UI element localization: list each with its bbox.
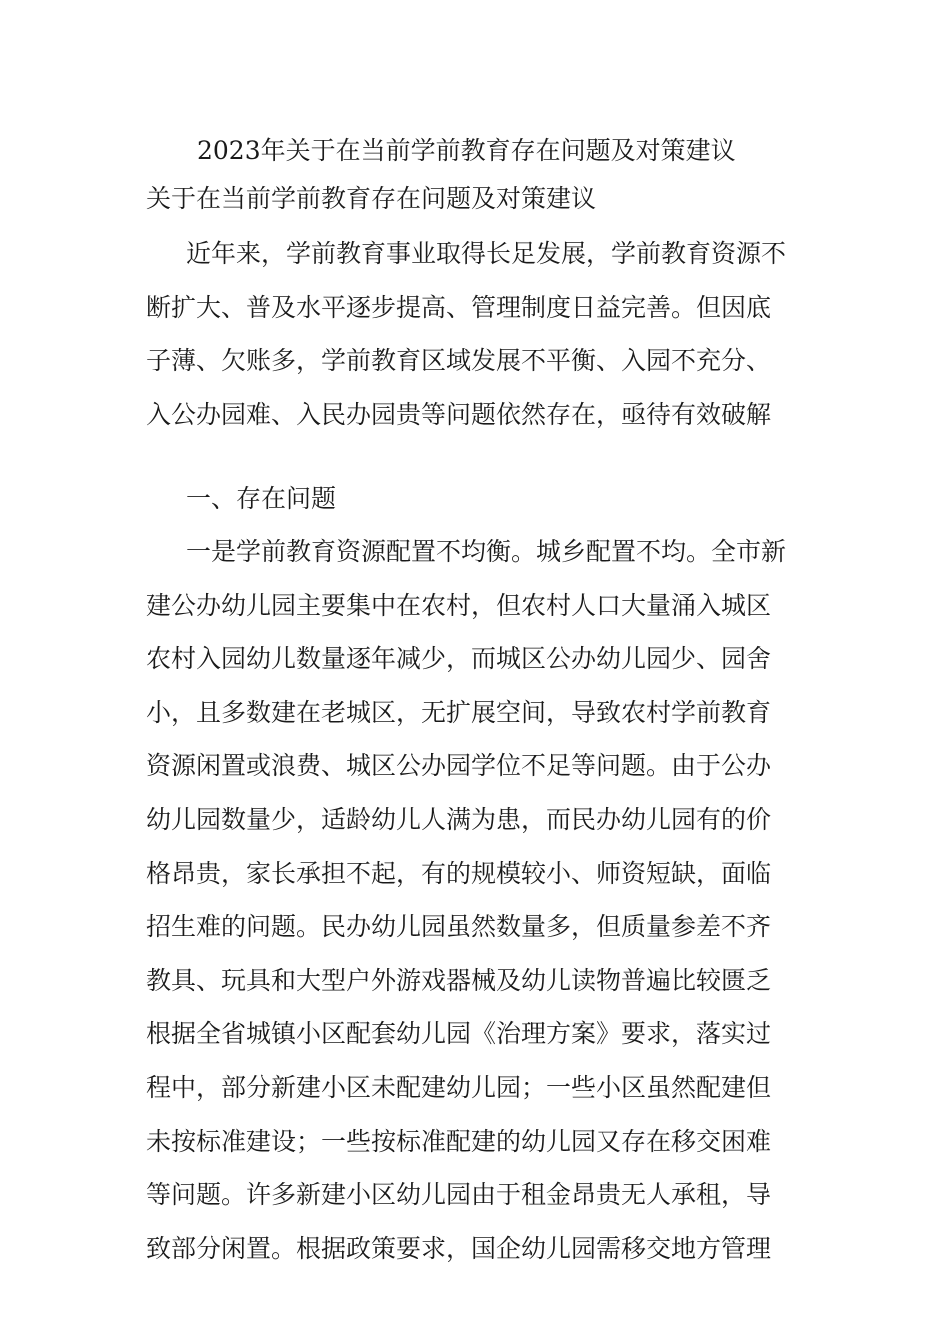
paragraph-line: 幼儿园数量少，适龄幼儿人满为患，而民办幼儿园有的价 [146, 804, 772, 834]
paragraph-line: 未按标准建设；一些按标准配建的幼儿园又存在移交困难 [146, 1126, 772, 1156]
paragraph-line: 农村入园幼儿数量逐年减少，而城区公办幼儿园少、园舍 [146, 644, 772, 674]
document-title: 2023年关于在当前学前教育存在问题及对策建议 [197, 136, 736, 165]
paragraph-line: 资源闲置或浪费、城区公办园学位不足等问题。由于公办 [146, 751, 772, 781]
paragraph-line: 建公办幼儿园主要集中在农村，但农村人口大量涌入城区 [146, 590, 772, 620]
problem-paragraph [146, 525, 816, 1275]
paragraph-line: 一是学前教育资源配置不均衡。城乡配置不均。全市新 [186, 537, 787, 566]
paragraph-line: 致部分闲置。根据政策要求，国企幼儿园需移交地方管理 [146, 1233, 772, 1263]
paragraph-line: 招生难的问题。民办幼儿园虽然数量多，但质量参差不齐 [146, 912, 772, 942]
section-heading: 一、存在问题 [186, 484, 337, 513]
paragraph-line: 断扩大、普及水平逐步提高、管理制度日益完善。但因底 [146, 292, 772, 322]
document-subtitle: 关于在当前学前教育存在问题及对策建议 [146, 184, 597, 213]
paragraph-line: 根据全省城镇小区配套幼儿园《治理方案》要求，落实过 [146, 1019, 772, 1049]
paragraph-line: 教具、玩具和大型户外游戏器械及幼儿读物普遍比较匮乏 [146, 965, 772, 995]
paragraph-line: 入公办园难、入民办园贵等问题依然存在，亟待有效破解 [146, 399, 772, 429]
paragraph-line: 程中，部分新建小区未配建幼儿园；一些小区虽然配建但 [146, 1072, 772, 1102]
intro-paragraph [146, 227, 816, 441]
paragraph-line: 格昂贵，家长承担不起，有的规模较小、师资短缺，面临 [146, 858, 772, 888]
paragraph-line: 等问题。许多新建小区幼儿园由于租金昂贵无人承租，导 [146, 1180, 772, 1210]
paragraph-line: 近年来，学前教育事业取得长足发展，学前教育资源不 [186, 239, 787, 268]
paragraph-line: 小，且多数建在老城区，无扩展空间，导致农村学前教育 [146, 697, 772, 727]
paragraph-line: 子薄、欠账多，学前教育区域发展不平衡、入园不充分、 [146, 346, 772, 376]
